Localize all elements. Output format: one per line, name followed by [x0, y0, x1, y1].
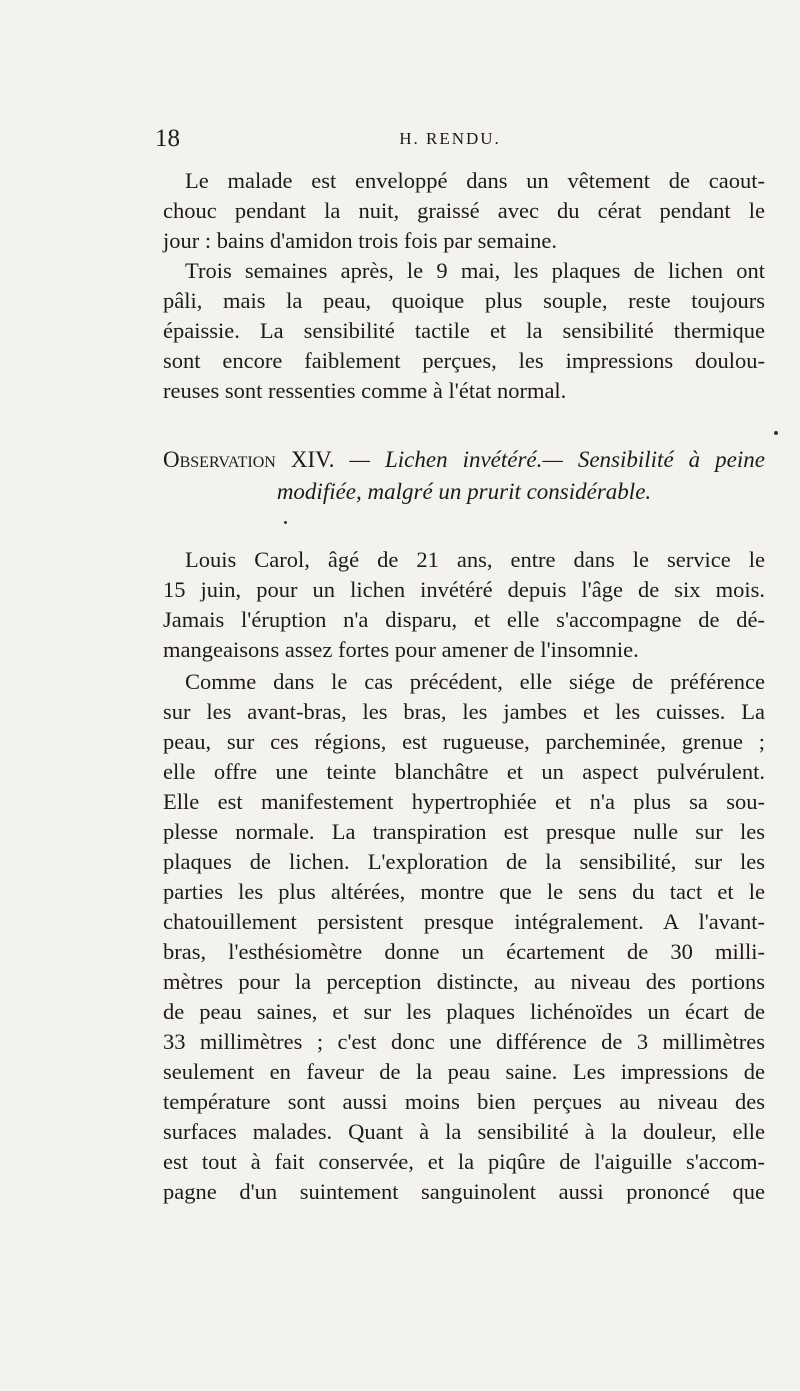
text-line: chatouillement persistent presque intégralement. A l'avant-: [163, 909, 765, 934]
text-line: température sont aussi moins bien perçues au niveau des: [163, 1089, 765, 1114]
page-number: 18: [155, 125, 180, 152]
observation-title-line-1: — Lichen invétéré.— Sensibilité à peine: [334, 447, 765, 472]
text-line: mangeaisons assez fortes pour amener de l'insomnie.: [163, 637, 639, 662]
text-line: reuses sont ressenties comme à l'état normal.: [163, 378, 567, 403]
text-line: est tout à fait conservée, et la piqûre de l'aiguille s'accom-: [163, 1149, 765, 1174]
text-line: Trois semaines après, le 9 mai, les plaques de lichen ont: [185, 258, 765, 283]
text-line: Comme dans le cas précédent, elle siége de préférence: [185, 669, 765, 694]
text-line: parties les plus altérées, montre que le sens du tact et le: [163, 879, 765, 904]
text-line: pagne d'un suintement sanguinolent aussi prononcé que: [163, 1179, 765, 1204]
paper-speck: [774, 431, 778, 435]
text-line: épaissie. La sensibilité tactile et la sensibilité thermique: [163, 318, 765, 343]
text-line: Le malade est enveloppé dans un vêtement de caout-: [185, 168, 765, 193]
text-line: sont encore faiblement perçues, les impressions doulou-: [163, 348, 765, 373]
paper-speck: [284, 521, 287, 524]
observation-heading: [163, 445, 765, 475]
observation-label: Observation XIV.: [163, 447, 335, 472]
text-line: de peau saines, et sur les plaques lichénoïdes un écart de: [163, 999, 765, 1024]
text-line: elle offre une teinte blanchâtre et un aspect pulvérulent.: [163, 759, 765, 784]
text-line: sur les avant-bras, les bras, les jambes et les cuisses. La: [163, 699, 765, 724]
text-line: Elle est manifestement hypertrophiée et n'a plus sa sou-: [163, 789, 765, 814]
text-line: plesse normale. La transpiration est presque nulle sur les: [163, 819, 765, 844]
text-line: 33 millimètres ; c'est donc une différence de 3 millimètres: [163, 1029, 765, 1054]
text-line: 15 juin, pour un lichen invétéré depuis l'âge de six mois.: [163, 577, 765, 602]
text-line: plaques de lichen. L'exploration de la sensibilité, sur les: [163, 849, 765, 874]
text-line: pâli, mais la peau, quoique plus souple, reste toujours: [163, 288, 765, 313]
observation-title-line-2: modifiée, malgré un prurit considérable.: [276, 479, 652, 504]
text-line: bras, l'esthésiomètre donne un écartement de 30 milli-: [163, 939, 765, 964]
text-line: mètres pour la perception distincte, au niveau des portions: [163, 969, 765, 994]
text-line: seulement en faveur de la peau saine. Les impressions de: [163, 1059, 765, 1084]
running-head: H. RENDU.: [399, 129, 501, 148]
text-line: surfaces malades. Quant à la sensibilité à la douleur, elle: [163, 1119, 765, 1144]
text-line: chouc pendant la nuit, graissé avec du cérat pendant le: [163, 198, 765, 223]
text-line: Louis Carol, âgé de 21 ans, entre dans le service le: [185, 547, 765, 572]
text-line: jour : bains d'amidon trois fois par semaine.: [163, 228, 557, 253]
text-line: Jamais l'éruption n'a disparu, et elle s'accompagne de dé-: [163, 607, 765, 632]
text-line: peau, sur ces régions, est rugueuse, parcheminée, grenue ;: [163, 729, 765, 754]
page-header: [155, 122, 745, 156]
